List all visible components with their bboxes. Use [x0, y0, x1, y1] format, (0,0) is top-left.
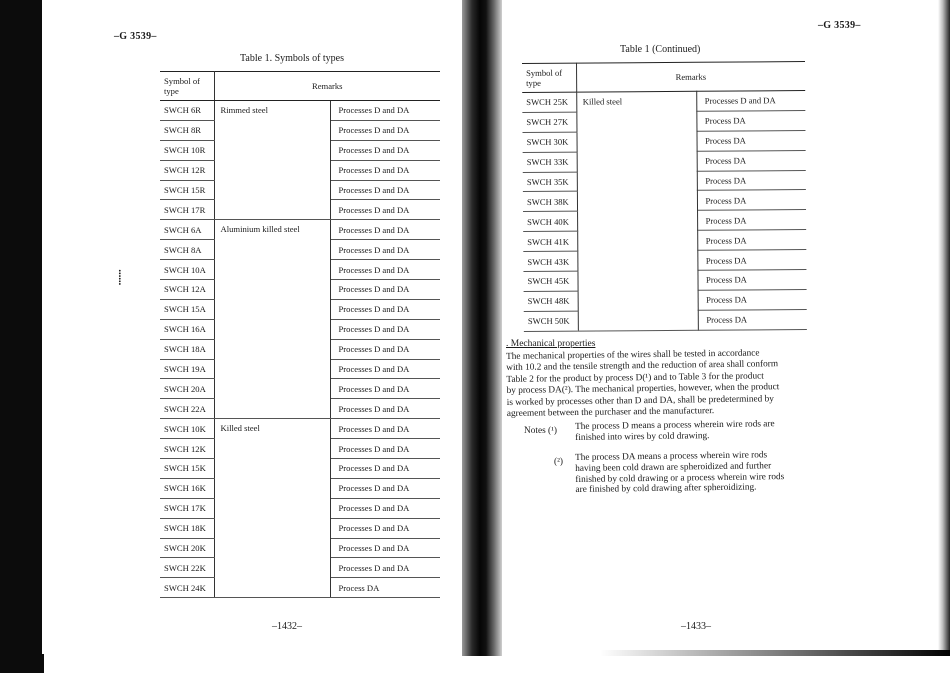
left-page-header: –G 3539–	[114, 31, 157, 42]
steel-type-cell: Aluminium killed steel	[214, 220, 330, 419]
col-header-symbol: Symbol of type	[522, 63, 576, 92]
process-cell: Processes D and DA	[330, 459, 440, 479]
symbol-cell: SWCH 33K	[523, 152, 577, 172]
scan-edge-right	[938, 0, 950, 673]
symbol-cell: SWCH 10A	[160, 260, 214, 280]
process-cell: Processes D and DA	[330, 498, 440, 518]
process-cell: Process DA	[698, 309, 807, 330]
margin-mark: ⸽	[118, 271, 122, 286]
right-table-caption: Table 1 (Continued)	[620, 44, 701, 55]
symbol-cell: SWCH 10K	[160, 419, 214, 439]
paragraph-line: agreement between the purchaser and the manufacturer.	[506, 406, 715, 420]
process-cell: Process DA	[697, 230, 806, 251]
process-cell: Processes D and DA	[330, 101, 440, 121]
note-line: are finished by cold drawing after spheroidizing.	[575, 482, 757, 496]
symbol-cell: SWCH 41K	[523, 231, 577, 251]
symbol-cell: SWCH 15R	[160, 180, 214, 200]
process-cell: Processes D and DA	[330, 160, 440, 180]
table-row	[160, 419, 440, 439]
process-cell: Processes D and DA	[330, 280, 440, 300]
left-page-number: –1432–	[272, 621, 302, 632]
right-page-number: –1433–	[681, 621, 711, 632]
mechanical-properties-paragraph	[506, 347, 847, 420]
process-cell: Processes D and DA	[330, 260, 440, 280]
process-cell: Processes D and DA	[330, 299, 440, 319]
book-spine-shadow	[462, 0, 502, 673]
left-symbols-table	[160, 71, 440, 598]
symbol-cell: SWCH 8A	[160, 240, 214, 260]
note-2	[575, 449, 846, 496]
note-line: having been cold drawn are spheroidized and further	[575, 461, 772, 474]
process-cell: Process DA	[697, 270, 806, 291]
table-row	[160, 101, 440, 121]
process-cell: Process DA	[697, 150, 806, 171]
symbol-cell: SWCH 15A	[160, 299, 214, 319]
symbol-cell: SWCH 25K	[522, 92, 576, 112]
process-cell: Processes D and DA	[330, 120, 440, 140]
notes-label: Notes (¹)	[524, 426, 557, 436]
symbol-cell: SWCH 19A	[160, 359, 214, 379]
symbol-cell: SWCH 20A	[160, 379, 214, 399]
symbol-cell: SWCH 50K	[524, 311, 578, 331]
paragraph-line: Table 2 for the product by process D(¹) and to Table 3 for the product	[506, 371, 764, 385]
process-cell: Processes D and DA	[330, 518, 440, 538]
scan-bottom-margin	[0, 656, 950, 673]
col-header-remarks: Remarks	[214, 72, 440, 101]
symbol-cell: SWCH 6R	[160, 101, 214, 121]
symbol-cell: SWCH 40K	[523, 211, 577, 231]
symbol-cell: SWCH 30K	[522, 132, 576, 152]
symbol-cell: SWCH 17K	[160, 498, 214, 518]
process-cell: Process DA	[697, 190, 806, 211]
note-1	[575, 418, 840, 443]
symbol-cell: SWCH 27K	[522, 112, 576, 132]
right-page-header: –G 3539–	[818, 20, 861, 31]
symbol-cell: SWCH 10R	[160, 140, 214, 160]
paragraph-line: The mechanical properties of the wires shall be tested in accordance	[506, 348, 760, 362]
symbol-cell: SWCH 6A	[160, 220, 214, 240]
note-line: The process D means a process wherein wire rods are	[575, 419, 775, 432]
process-cell: Processes D and DA	[330, 220, 440, 240]
note-line: The process DA means a process wherein wire rods	[575, 450, 768, 463]
process-cell: Processes D and DA	[330, 478, 440, 498]
left-table-caption: Table 1. Symbols of types	[240, 53, 345, 64]
steel-type-cell: Rimmed steel	[214, 101, 330, 220]
symbol-cell: SWCH 38K	[523, 192, 577, 212]
symbol-cell: SWCH 17R	[160, 200, 214, 220]
symbol-cell: SWCH 20K	[160, 538, 214, 558]
symbol-cell: SWCH 15K	[160, 459, 214, 479]
steel-type-cell: Killed steel	[214, 419, 330, 598]
col-header-remarks: Remarks	[576, 62, 805, 93]
process-cell: Process DA	[698, 289, 807, 310]
note-2-marker: (²)	[554, 457, 563, 467]
paragraph-line: with 10.2 and the tensile strength and the reduction of area shall conform	[506, 359, 779, 374]
symbol-cell: SWCH 18A	[160, 339, 214, 359]
symbol-cell: SWCH 48K	[524, 291, 578, 311]
symbol-cell: SWCH 12R	[160, 160, 214, 180]
process-cell: Processes D and DA	[330, 538, 440, 558]
process-cell: Processes D and DA	[330, 439, 440, 459]
symbol-cell: SWCH 43K	[523, 251, 577, 271]
process-cell: Processes D and DA	[330, 319, 440, 339]
symbol-cell: SWCH 12K	[160, 439, 214, 459]
process-cell: Processes D and DA	[330, 240, 440, 260]
process-cell: Processes D and DA	[330, 419, 440, 439]
process-cell: Processes D and DA	[330, 379, 440, 399]
process-cell: Processes D and DA	[330, 339, 440, 359]
process-cell: Process DA	[696, 110, 805, 131]
scan-corner	[0, 654, 44, 673]
symbol-cell: SWCH 16K	[160, 478, 214, 498]
process-cell: Process DA	[696, 130, 805, 151]
process-cell: Processes D and DA	[330, 200, 440, 220]
symbol-cell: SWCH 22A	[160, 399, 214, 419]
process-cell: Process DA	[697, 250, 806, 271]
symbol-cell: SWCH 18K	[160, 518, 214, 538]
symbol-cell: SWCH 8R	[160, 120, 214, 140]
paragraph-line: is worked by processes other than D and DA, shall be predetermined by	[506, 393, 774, 408]
steel-type-cell: Killed steel	[576, 91, 698, 331]
process-cell: Process DA	[697, 170, 806, 191]
process-cell: Processes D and DA	[696, 91, 805, 112]
right-symbols-table	[522, 61, 807, 332]
scan-edge-left	[0, 0, 42, 673]
table-row	[522, 91, 805, 113]
process-cell: Processes D and DA	[330, 558, 440, 578]
section-title: . Mechanical properties	[506, 339, 596, 349]
note-line: finished by cold drawing or a process wherein wire rods	[575, 471, 785, 485]
symbol-cell: SWCH 24K	[160, 578, 214, 598]
paragraph-line: by process DA(²). The mechanical properties, however, when the product	[506, 382, 780, 397]
symbol-cell: SWCH 22K	[160, 558, 214, 578]
symbol-cell: SWCH 16A	[160, 319, 214, 339]
process-cell: Processes D and DA	[330, 180, 440, 200]
symbol-cell: SWCH 45K	[523, 271, 577, 291]
note-line: finished into wires by cold drawing.	[575, 430, 710, 443]
col-header-symbol: Symbol of type	[160, 72, 214, 101]
symbol-cell: SWCH 35K	[523, 172, 577, 192]
process-cell: Process DA	[697, 210, 806, 231]
table-row	[160, 220, 440, 240]
process-cell: Processes D and DA	[330, 359, 440, 379]
process-cell: Processes D and DA	[330, 140, 440, 160]
process-cell: Processes D and DA	[330, 399, 440, 419]
process-cell: Process DA	[330, 578, 440, 598]
symbol-cell: SWCH 12A	[160, 280, 214, 300]
